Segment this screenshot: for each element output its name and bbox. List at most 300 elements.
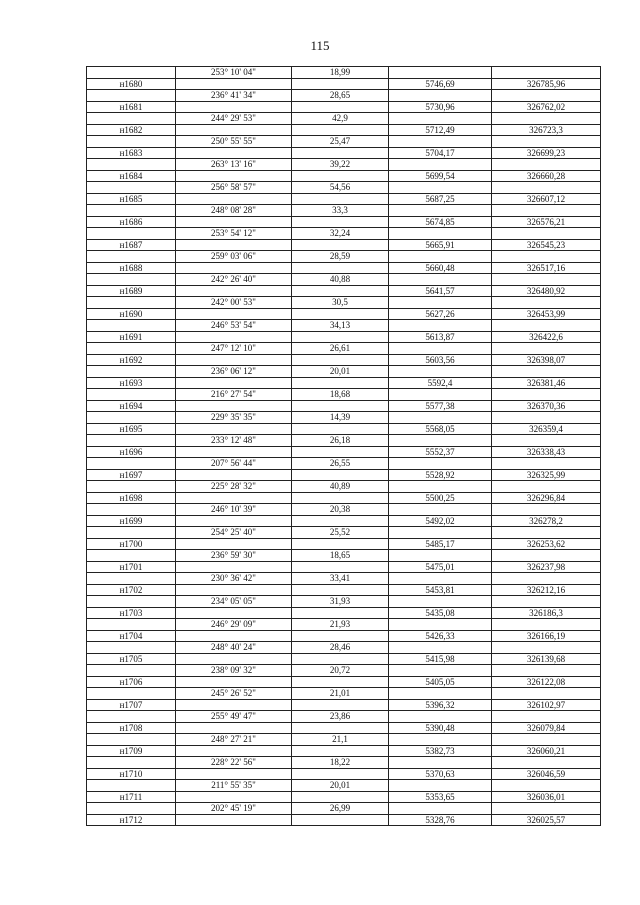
point-name-cell xyxy=(87,435,176,447)
direction-angle-cell xyxy=(176,423,292,435)
distance-cell xyxy=(292,354,389,366)
point-name-cell: н1712 xyxy=(87,814,176,826)
point-row xyxy=(87,101,601,113)
segment-row xyxy=(87,251,601,263)
y-coordinate-cell: 326576,21 xyxy=(492,216,601,228)
distance-cell: 39,22 xyxy=(292,159,389,171)
y-coordinate-cell: 326699,23 xyxy=(492,147,601,159)
x-coordinate-cell xyxy=(389,504,492,516)
y-coordinate-cell: 326359,4 xyxy=(492,423,601,435)
segment-row xyxy=(87,412,601,424)
direction-angle-cell xyxy=(176,561,292,573)
direction-angle-cell: 236° 41' 34" xyxy=(176,90,292,102)
distance-cell: 34,13 xyxy=(292,320,389,332)
y-coordinate-cell xyxy=(492,711,601,723)
distance-cell xyxy=(292,216,389,228)
distance-cell xyxy=(292,653,389,665)
x-coordinate-cell: 5699,54 xyxy=(389,170,492,182)
direction-angle-cell: 254° 25' 40" xyxy=(176,527,292,539)
page-number: 115 xyxy=(310,38,330,53)
x-coordinate-cell xyxy=(389,182,492,194)
segment-row xyxy=(87,159,601,171)
point-row xyxy=(87,745,601,757)
point-name-cell: н1691 xyxy=(87,331,176,343)
y-coordinate-cell: 326480,92 xyxy=(492,285,601,297)
point-name-cell: н1699 xyxy=(87,515,176,527)
direction-angle-cell: 253° 10' 04" xyxy=(176,67,292,79)
direction-angle-cell: 248° 27' 21" xyxy=(176,734,292,746)
direction-angle-cell: 250° 55' 55" xyxy=(176,136,292,148)
point-row xyxy=(87,377,601,389)
direction-angle-cell xyxy=(176,607,292,619)
direction-angle-cell xyxy=(176,193,292,205)
y-coordinate-cell: 326338,43 xyxy=(492,446,601,458)
x-coordinate-cell: 5353,65 xyxy=(389,791,492,803)
y-coordinate-cell xyxy=(492,481,601,493)
distance-cell xyxy=(292,193,389,205)
distance-cell xyxy=(292,515,389,527)
distance-cell: 20,01 xyxy=(292,780,389,792)
y-coordinate-cell xyxy=(492,458,601,470)
point-row xyxy=(87,515,601,527)
x-coordinate-cell xyxy=(389,711,492,723)
direction-angle-cell: 245° 26' 52" xyxy=(176,688,292,700)
direction-angle-cell: 244° 29' 53" xyxy=(176,113,292,125)
point-name-cell: н1685 xyxy=(87,193,176,205)
distance-cell: 25,52 xyxy=(292,527,389,539)
segment-row xyxy=(87,573,601,585)
y-coordinate-cell xyxy=(492,67,601,79)
direction-angle-cell: 230° 36' 42" xyxy=(176,573,292,585)
direction-angle-cell xyxy=(176,262,292,274)
y-coordinate-cell: 326060,21 xyxy=(492,745,601,757)
x-coordinate-cell xyxy=(389,274,492,286)
distance-cell: 21,1 xyxy=(292,734,389,746)
distance-cell xyxy=(292,377,389,389)
distance-cell xyxy=(292,538,389,550)
x-coordinate-cell xyxy=(389,343,492,355)
y-coordinate-cell: 326122,08 xyxy=(492,676,601,688)
direction-angle-cell: 246° 29' 09" xyxy=(176,619,292,631)
point-row xyxy=(87,791,601,803)
direction-angle-cell xyxy=(176,745,292,757)
segment-row xyxy=(87,343,601,355)
x-coordinate-cell xyxy=(389,113,492,125)
segment-row xyxy=(87,182,601,194)
direction-angle-cell: 225° 28' 32" xyxy=(176,481,292,493)
distance-cell: 26,55 xyxy=(292,458,389,470)
direction-angle-cell xyxy=(176,699,292,711)
y-coordinate-cell: 326237,98 xyxy=(492,561,601,573)
x-coordinate-cell: 5603,56 xyxy=(389,354,492,366)
x-coordinate-cell xyxy=(389,481,492,493)
x-coordinate-cell xyxy=(389,412,492,424)
point-name-cell: н1709 xyxy=(87,745,176,757)
point-name-cell xyxy=(87,251,176,263)
x-coordinate-cell: 5405,05 xyxy=(389,676,492,688)
point-row xyxy=(87,400,601,412)
distance-cell xyxy=(292,285,389,297)
y-coordinate-cell xyxy=(492,550,601,562)
direction-angle-cell xyxy=(176,216,292,228)
direction-angle-cell: 207° 56' 44" xyxy=(176,458,292,470)
point-name-cell xyxy=(87,573,176,585)
distance-cell xyxy=(292,124,389,136)
distance-cell xyxy=(292,722,389,734)
x-coordinate-cell: 5730,96 xyxy=(389,101,492,113)
direction-angle-cell: 242° 00' 53" xyxy=(176,297,292,309)
x-coordinate-cell: 5674,85 xyxy=(389,216,492,228)
segment-row xyxy=(87,504,601,516)
x-coordinate-cell: 5627,26 xyxy=(389,308,492,320)
point-name-cell xyxy=(87,803,176,815)
point-row xyxy=(87,331,601,343)
y-coordinate-cell: 326398,07 xyxy=(492,354,601,366)
segment-row xyxy=(87,642,601,654)
point-name-cell xyxy=(87,136,176,148)
x-coordinate-cell: 5426,33 xyxy=(389,630,492,642)
segment-row xyxy=(87,458,601,470)
direction-angle-cell xyxy=(176,584,292,596)
direction-angle-cell xyxy=(176,791,292,803)
segment-row xyxy=(87,734,601,746)
distance-cell: 18,99 xyxy=(292,67,389,79)
direction-angle-cell xyxy=(176,630,292,642)
segment-row xyxy=(87,320,601,332)
point-name-cell: н1694 xyxy=(87,400,176,412)
y-coordinate-cell xyxy=(492,90,601,102)
y-coordinate-cell xyxy=(492,665,601,677)
direction-angle-cell xyxy=(176,469,292,481)
segment-row xyxy=(87,757,601,769)
y-coordinate-cell xyxy=(492,619,601,631)
distance-cell xyxy=(292,101,389,113)
point-name-cell: н1684 xyxy=(87,170,176,182)
distance-cell: 32,24 xyxy=(292,228,389,240)
point-name-cell xyxy=(87,205,176,217)
point-name-cell xyxy=(87,182,176,194)
point-name-cell: н1696 xyxy=(87,446,176,458)
x-coordinate-cell xyxy=(389,297,492,309)
point-name-cell: н1690 xyxy=(87,308,176,320)
direction-angle-cell: 238° 09' 32" xyxy=(176,665,292,677)
direction-angle-cell xyxy=(176,101,292,113)
distance-cell xyxy=(292,584,389,596)
x-coordinate-cell xyxy=(389,803,492,815)
distance-cell: 20,01 xyxy=(292,366,389,378)
coordinates-table-body xyxy=(87,67,601,826)
x-coordinate-cell: 5492,02 xyxy=(389,515,492,527)
point-name-cell xyxy=(87,596,176,608)
direction-angle-cell: 233° 12' 48" xyxy=(176,435,292,447)
distance-cell: 42,9 xyxy=(292,113,389,125)
x-coordinate-cell: 5453,81 xyxy=(389,584,492,596)
y-coordinate-cell: 326139,68 xyxy=(492,653,601,665)
x-coordinate-cell: 5485,17 xyxy=(389,538,492,550)
direction-angle-cell: 248° 08' 28" xyxy=(176,205,292,217)
distance-cell: 31,93 xyxy=(292,596,389,608)
point-name-cell xyxy=(87,90,176,102)
x-coordinate-cell xyxy=(389,136,492,148)
distance-cell xyxy=(292,331,389,343)
y-coordinate-cell: 326079,84 xyxy=(492,722,601,734)
point-row xyxy=(87,630,601,642)
x-coordinate-cell: 5415,98 xyxy=(389,653,492,665)
y-coordinate-cell xyxy=(492,527,601,539)
y-coordinate-cell xyxy=(492,228,601,240)
y-coordinate-cell: 326660,28 xyxy=(492,170,601,182)
y-coordinate-cell xyxy=(492,274,601,286)
point-name-cell: н1682 xyxy=(87,124,176,136)
direction-angle-cell: 253° 54' 12" xyxy=(176,228,292,240)
point-name-cell: н1703 xyxy=(87,607,176,619)
y-coordinate-cell: 326278,2 xyxy=(492,515,601,527)
distance-cell: 18,68 xyxy=(292,389,389,401)
segment-row xyxy=(87,297,601,309)
point-name-cell xyxy=(87,619,176,631)
point-name-cell: н1710 xyxy=(87,768,176,780)
segment-row xyxy=(87,228,601,240)
y-coordinate-cell xyxy=(492,159,601,171)
segment-row xyxy=(87,711,601,723)
distance-cell: 23,86 xyxy=(292,711,389,723)
point-name-cell xyxy=(87,711,176,723)
distance-cell xyxy=(292,239,389,251)
x-coordinate-cell: 5613,87 xyxy=(389,331,492,343)
x-coordinate-cell: 5592,4 xyxy=(389,377,492,389)
y-coordinate-cell xyxy=(492,596,601,608)
direction-angle-cell xyxy=(176,147,292,159)
distance-cell xyxy=(292,561,389,573)
point-row xyxy=(87,653,601,665)
distance-cell xyxy=(292,147,389,159)
point-row xyxy=(87,469,601,481)
y-coordinate-cell: 326036,01 xyxy=(492,791,601,803)
x-coordinate-cell: 5370,63 xyxy=(389,768,492,780)
point-row xyxy=(87,699,601,711)
distance-cell: 40,89 xyxy=(292,481,389,493)
distance-cell xyxy=(292,78,389,90)
direction-angle-cell: 234° 05' 05" xyxy=(176,596,292,608)
point-name-cell: н1695 xyxy=(87,423,176,435)
y-coordinate-cell: 326381,46 xyxy=(492,377,601,389)
x-coordinate-cell: 5328,76 xyxy=(389,814,492,826)
x-coordinate-cell xyxy=(389,67,492,79)
distance-cell: 25,47 xyxy=(292,136,389,148)
point-row xyxy=(87,285,601,297)
coordinates-table xyxy=(86,66,601,826)
point-name-cell: н1693 xyxy=(87,377,176,389)
x-coordinate-cell xyxy=(389,688,492,700)
y-coordinate-cell: 326186,3 xyxy=(492,607,601,619)
direction-angle-cell xyxy=(176,124,292,136)
segment-row xyxy=(87,481,601,493)
y-coordinate-cell xyxy=(492,435,601,447)
point-row xyxy=(87,239,601,251)
distance-cell xyxy=(292,446,389,458)
point-name-cell xyxy=(87,320,176,332)
y-coordinate-cell xyxy=(492,320,601,332)
y-coordinate-cell xyxy=(492,136,601,148)
point-row xyxy=(87,170,601,182)
direction-angle-cell xyxy=(176,78,292,90)
y-coordinate-cell xyxy=(492,757,601,769)
point-name-cell: н1680 xyxy=(87,78,176,90)
distance-cell xyxy=(292,607,389,619)
segment-row xyxy=(87,366,601,378)
point-name-cell xyxy=(87,504,176,516)
y-coordinate-cell xyxy=(492,734,601,746)
y-coordinate-cell xyxy=(492,343,601,355)
point-name-cell xyxy=(87,389,176,401)
distance-cell: 28,65 xyxy=(292,90,389,102)
direction-angle-cell xyxy=(176,308,292,320)
point-name-cell: н1704 xyxy=(87,630,176,642)
direction-angle-cell: 259° 03' 06" xyxy=(176,251,292,263)
point-name-cell: н1683 xyxy=(87,147,176,159)
x-coordinate-cell xyxy=(389,757,492,769)
x-coordinate-cell: 5665,91 xyxy=(389,239,492,251)
point-name-cell: н1701 xyxy=(87,561,176,573)
direction-angle-cell xyxy=(176,814,292,826)
y-coordinate-cell xyxy=(492,366,601,378)
direction-angle-cell xyxy=(176,239,292,251)
point-row xyxy=(87,423,601,435)
point-row xyxy=(87,147,601,159)
point-row xyxy=(87,584,601,596)
y-coordinate-cell: 326517,16 xyxy=(492,262,601,274)
x-coordinate-cell xyxy=(389,366,492,378)
x-coordinate-cell: 5641,57 xyxy=(389,285,492,297)
y-coordinate-cell: 326025,57 xyxy=(492,814,601,826)
x-coordinate-cell: 5435,08 xyxy=(389,607,492,619)
direction-angle-cell xyxy=(176,653,292,665)
x-coordinate-cell: 5500,25 xyxy=(389,492,492,504)
y-coordinate-cell: 326296,84 xyxy=(492,492,601,504)
x-coordinate-cell: 5390,48 xyxy=(389,722,492,734)
point-name-cell xyxy=(87,481,176,493)
distance-cell: 21,01 xyxy=(292,688,389,700)
direction-angle-cell: 236° 59' 30" xyxy=(176,550,292,562)
point-name-cell xyxy=(87,412,176,424)
segment-row xyxy=(87,90,601,102)
distance-cell xyxy=(292,768,389,780)
point-name-cell: н1689 xyxy=(87,285,176,297)
y-coordinate-cell: 326253,62 xyxy=(492,538,601,550)
distance-cell: 20,72 xyxy=(292,665,389,677)
y-coordinate-cell: 326325,99 xyxy=(492,469,601,481)
point-row xyxy=(87,262,601,274)
point-name-cell xyxy=(87,113,176,125)
distance-cell: 33,41 xyxy=(292,573,389,585)
distance-cell xyxy=(292,699,389,711)
direction-angle-cell: 247° 12' 10" xyxy=(176,343,292,355)
segment-row xyxy=(87,205,601,217)
x-coordinate-cell xyxy=(389,228,492,240)
distance-cell: 18,22 xyxy=(292,757,389,769)
y-coordinate-cell: 326785,96 xyxy=(492,78,601,90)
y-coordinate-cell: 326545,23 xyxy=(492,239,601,251)
distance-cell xyxy=(292,676,389,688)
direction-angle-cell: 246° 53' 54" xyxy=(176,320,292,332)
direction-angle-cell xyxy=(176,285,292,297)
segment-row xyxy=(87,527,601,539)
point-row xyxy=(87,446,601,458)
direction-angle-cell xyxy=(176,722,292,734)
distance-cell: 33,3 xyxy=(292,205,389,217)
y-coordinate-cell xyxy=(492,113,601,125)
y-coordinate-cell xyxy=(492,688,601,700)
distance-cell: 26,61 xyxy=(292,343,389,355)
point-name-cell xyxy=(87,458,176,470)
direction-angle-cell: 255° 49' 47" xyxy=(176,711,292,723)
x-coordinate-cell xyxy=(389,527,492,539)
distance-cell: 40,88 xyxy=(292,274,389,286)
point-name-cell: н1700 xyxy=(87,538,176,550)
y-coordinate-cell xyxy=(492,412,601,424)
distance-cell xyxy=(292,423,389,435)
distance-cell: 30,5 xyxy=(292,297,389,309)
point-row xyxy=(87,216,601,228)
point-name-cell: н1692 xyxy=(87,354,176,366)
direction-angle-cell xyxy=(176,446,292,458)
point-row xyxy=(87,768,601,780)
distance-cell: 26,99 xyxy=(292,803,389,815)
point-name-cell: н1705 xyxy=(87,653,176,665)
y-coordinate-cell xyxy=(492,573,601,585)
y-coordinate-cell xyxy=(492,389,601,401)
direction-angle-cell: 211° 55' 35" xyxy=(176,780,292,792)
x-coordinate-cell: 5475,01 xyxy=(389,561,492,573)
distance-cell: 21,93 xyxy=(292,619,389,631)
point-name-cell: н1681 xyxy=(87,101,176,113)
y-coordinate-cell xyxy=(492,803,601,815)
x-coordinate-cell xyxy=(389,205,492,217)
x-coordinate-cell xyxy=(389,435,492,447)
point-name-cell xyxy=(87,665,176,677)
y-coordinate-cell xyxy=(492,780,601,792)
point-row xyxy=(87,193,601,205)
x-coordinate-cell xyxy=(389,251,492,263)
x-coordinate-cell: 5382,73 xyxy=(389,745,492,757)
direction-angle-cell xyxy=(176,400,292,412)
segment-row xyxy=(87,803,601,815)
direction-angle-cell xyxy=(176,170,292,182)
y-coordinate-cell xyxy=(492,205,601,217)
x-coordinate-cell xyxy=(389,596,492,608)
x-coordinate-cell xyxy=(389,573,492,585)
point-row xyxy=(87,676,601,688)
distance-cell xyxy=(292,745,389,757)
segment-row xyxy=(87,389,601,401)
y-coordinate-cell: 326723,3 xyxy=(492,124,601,136)
direction-angle-cell: 229° 35' 35" xyxy=(176,412,292,424)
point-name-cell: н1688 xyxy=(87,262,176,274)
x-coordinate-cell xyxy=(389,320,492,332)
direction-angle-cell: 242° 26' 40" xyxy=(176,274,292,286)
direction-angle-cell: 228° 22' 56" xyxy=(176,757,292,769)
x-coordinate-cell xyxy=(389,642,492,654)
direction-angle-cell xyxy=(176,768,292,780)
point-row xyxy=(87,722,601,734)
distance-cell: 20,38 xyxy=(292,504,389,516)
direction-angle-cell: 256° 58' 57" xyxy=(176,182,292,194)
segment-row xyxy=(87,665,601,677)
distance-cell xyxy=(292,469,389,481)
point-row xyxy=(87,561,601,573)
y-coordinate-cell: 326370,36 xyxy=(492,400,601,412)
y-coordinate-cell: 326607,12 xyxy=(492,193,601,205)
